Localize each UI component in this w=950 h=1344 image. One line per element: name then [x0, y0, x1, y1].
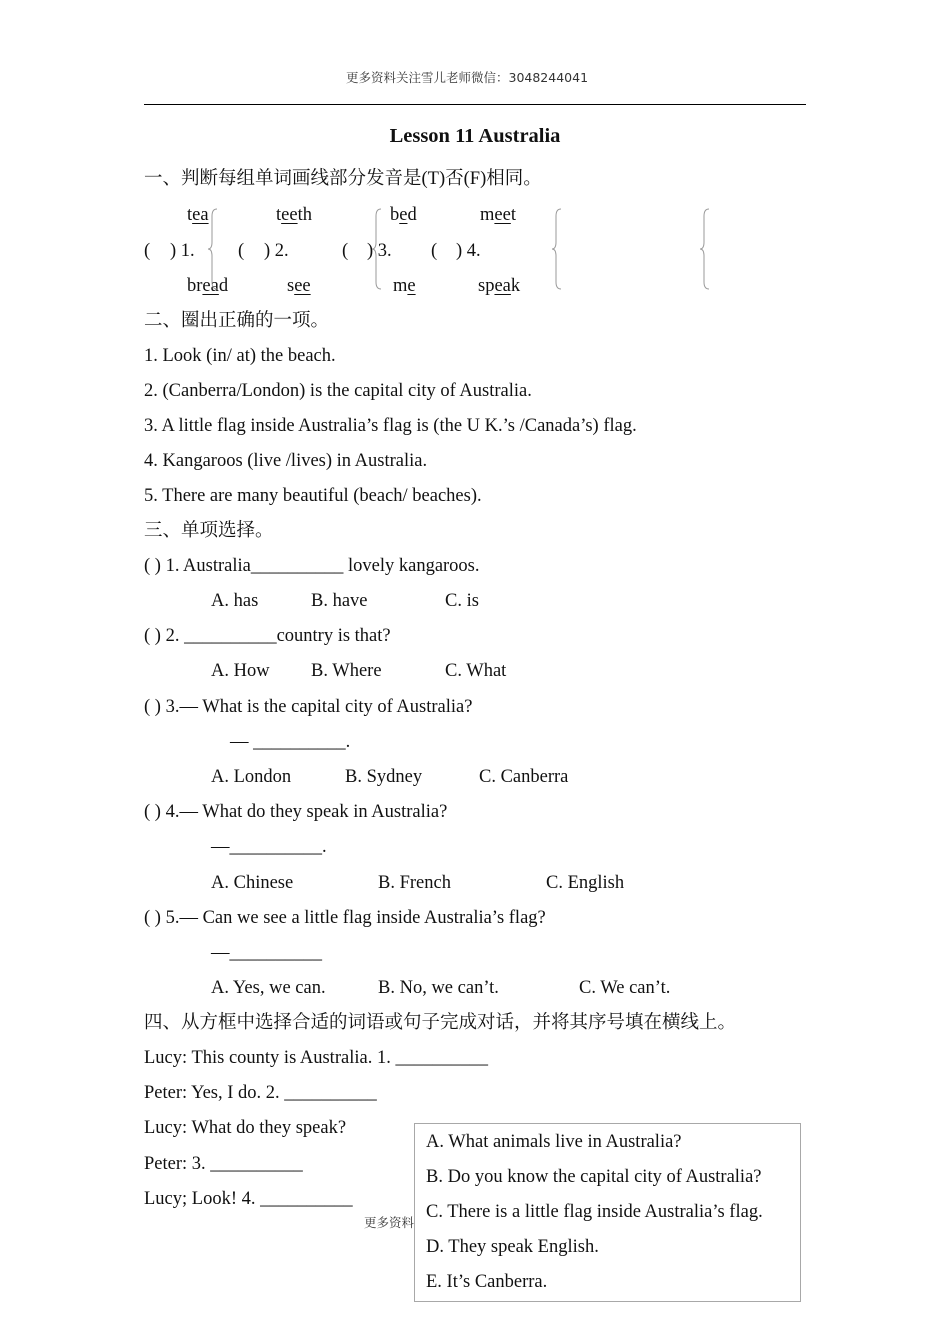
s1-g2-top-word: teeth: [276, 205, 312, 225]
options-box: [414, 1123, 801, 1302]
s3-q1-option-c: C. is: [445, 591, 479, 611]
s3-q2-option-a: A. How: [211, 661, 270, 681]
s1-g2-answer-paren[interactable]: (: [238, 241, 245, 261]
s3-q3-option-b: B. Sydney: [345, 767, 423, 787]
s3-q5-option-a: A. Yes, we can.: [211, 978, 326, 998]
s1-g3-top-word: bed: [390, 205, 417, 225]
box-option-e: E. It’s Canberra.: [426, 1272, 548, 1292]
s3-q4-option-b: B. French: [378, 873, 451, 893]
s3-q1-stem: ( ) 1. Australia__________ lovely kangaroos.: [144, 556, 480, 576]
section4-heading: 四、从方框中选择合适的词语或句子完成对话，并将其序号填在横线上。: [144, 1013, 737, 1033]
s1-g1-number: ) 1.: [170, 241, 195, 261]
header-rule: [144, 104, 806, 105]
s3-q5-option-b: B. No, we can’t.: [378, 978, 499, 998]
s4-dialogue-2: Peter: Yes, I do. 2. __________: [144, 1083, 377, 1103]
s3-q2-option-b: B. Where: [311, 661, 382, 681]
section3-heading: 三、单项选择。: [144, 521, 274, 541]
box-option-c: C. There is a little flag inside Australia’s flag.: [426, 1202, 763, 1222]
s4-dialogue-3: Lucy: What do they speak?: [144, 1118, 347, 1138]
s1-g1-top-word: tea: [187, 205, 209, 225]
s3-q5-option-c: C. We can’t.: [579, 978, 671, 998]
s3-q4-answer-line: —__________.: [211, 837, 327, 857]
s3-q4-stem: ( ) 4.— What do they speak in Australia?: [144, 802, 448, 822]
s3-q5-answer-line: —__________: [211, 943, 322, 963]
s3-q2-option-c: C. What: [445, 661, 507, 681]
s4-dialogue-1: Lucy: This county is Australia. 1. __________: [144, 1048, 488, 1068]
brace-2: [372, 208, 382, 290]
page-header: 更多资料关注雪儿老师微信：3048244041: [346, 70, 589, 85]
s1-g1-answer-paren[interactable]: (: [144, 241, 151, 261]
brace-4: [700, 208, 710, 290]
s2-item-3: 3. A little flag inside Australia’s flag is (the U K.’s /Canada’s) flag.: [144, 416, 637, 436]
section1-heading: 一、判断每组单词画线部分发音是(T)否(F)相同。: [144, 169, 542, 189]
s1-g3-answer-paren[interactable]: (: [342, 241, 349, 261]
s3-q5-stem: ( ) 5.— Can we see a little flag inside Australia’s flag?: [144, 908, 546, 928]
s1-g4-number: ) 4.: [456, 241, 481, 261]
page-title: Lesson 11 Australia: [389, 125, 561, 147]
s3-q3-answer-line: — __________.: [230, 732, 351, 752]
s3-q3-stem: ( ) 3.— What is the capital city of Australia?: [144, 697, 473, 717]
s4-dialogue-4: Peter: 3. __________: [144, 1154, 303, 1174]
s3-q4-option-a: A. Chinese: [211, 873, 294, 893]
s1-g3-number: ) 3.: [367, 241, 392, 261]
s1-g2-number: ) 2.: [264, 241, 289, 261]
brace-3: [552, 208, 562, 290]
section2-heading: 二、圈出正确的一项。: [144, 311, 330, 331]
s4-dialogue-5: Lucy; Look! 4. __________: [144, 1189, 353, 1209]
s2-item-1: 1. Look (in/ at) the beach.: [144, 346, 336, 366]
s3-q4-option-c: C. English: [546, 873, 625, 893]
s3-q1-option-b: B. have: [311, 591, 368, 611]
s1-g2-bottom-word: see: [287, 276, 311, 296]
box-option-b: B. Do you know the capital city of Australia?: [426, 1167, 762, 1187]
box-option-d: D. They speak English.: [426, 1237, 599, 1257]
s1-g4-bottom-word: speak: [478, 276, 521, 296]
brace-1: [208, 208, 218, 290]
s2-item-2: 2. (Canberra/London) is the capital city of Australia.: [144, 381, 532, 401]
s1-g4-top-word: meet: [480, 205, 516, 225]
s2-item-4: 4. Kangaroos (live /lives) in Australia.: [144, 451, 428, 471]
page-footer: 更多资料: [364, 1215, 415, 1230]
s1-g3-bottom-word: me: [393, 276, 416, 296]
s3-q2-stem: ( ) 2. __________country is that?: [144, 626, 391, 646]
s1-g1-bottom-word: bread: [187, 276, 229, 296]
s3-q1-option-a: A. has: [211, 591, 259, 611]
s1-g4-answer-paren[interactable]: (: [431, 241, 438, 261]
box-option-a: A. What animals live in Australia?: [426, 1132, 682, 1152]
s3-q3-option-a: A. London: [211, 767, 292, 787]
s2-item-5: 5. There are many beautiful (beach/ beaches).: [144, 486, 482, 506]
s3-q3-option-c: C. Canberra: [479, 767, 569, 787]
